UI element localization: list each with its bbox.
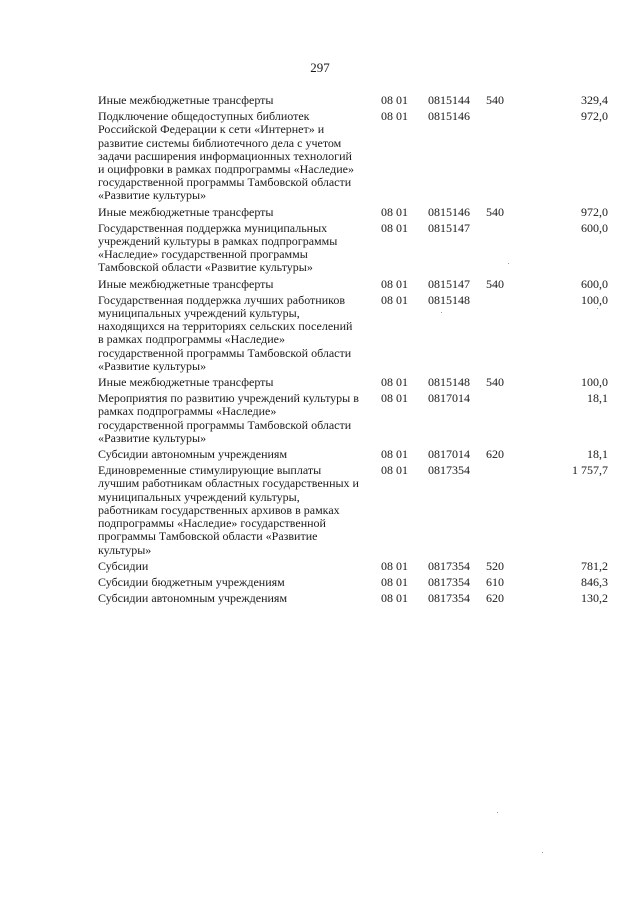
target-article-code: 0817354 <box>428 463 470 478</box>
table-row <box>98 94 608 110</box>
expense-type-code: 520 <box>486 558 504 573</box>
scan-speck <box>441 312 442 313</box>
item-name: Государственная поддержка муниципальных учреждений культуры в рамках подпрограммы «Наследие» государственной программы Тамбовской области «Развитие культуры» <box>98 220 338 275</box>
expense-type-code: 610 <box>486 574 504 589</box>
section-code: 08 01 <box>381 574 408 589</box>
target-article-code: 0817354 <box>428 574 470 589</box>
budget-table <box>98 94 608 608</box>
amount: 600,0 <box>581 276 608 291</box>
item-name: Подключение общедоступных библиотек Российской Федерации к сети «Интернет» и развитие системы библиотечного дела с учетом задачи расширения информационных технологий и оцифровки в рамках подпрограммы «Наследие» государственной программы Тамбовской области «Развитие культуры» <box>98 109 354 203</box>
item-name: Мероприятия по развитию учреждений культуры в рамках подпрограммы «Наследие» государственной программы Тамбовской области «Развитие культуры» <box>98 391 359 445</box>
amount: 18,1 <box>587 391 608 406</box>
expense-type-code: 620 <box>486 447 504 462</box>
section-code: 08 01 <box>381 93 408 107</box>
section-code: 08 01 <box>381 391 408 406</box>
table-row <box>98 294 608 376</box>
section-code: 08 01 <box>381 558 408 573</box>
item-name: Иные межбюджетные трансферты <box>98 375 274 390</box>
target-article-code: 0815146 <box>428 204 470 219</box>
amount: 329,4 <box>581 93 608 107</box>
amount: 781,2 <box>581 558 608 573</box>
section-code: 08 01 <box>381 375 408 390</box>
section-code: 08 01 <box>381 292 408 307</box>
table-row <box>98 278 608 294</box>
target-article-code: 0815148 <box>428 375 470 390</box>
target-article-code: 0817014 <box>428 391 470 406</box>
amount: 18,1 <box>587 447 608 462</box>
amount: 972,0 <box>581 204 608 219</box>
table-row <box>98 560 608 576</box>
section-code: 08 01 <box>381 591 408 606</box>
table-row <box>98 464 608 559</box>
section-code: 08 01 <box>381 204 408 219</box>
expense-type-code <box>486 110 524 205</box>
scan-speck <box>597 308 598 309</box>
table-row <box>98 110 608 205</box>
section-code: 08 01 <box>381 276 408 291</box>
item-name: Иные межбюджетные трансферты <box>98 93 274 107</box>
scan-speck <box>542 852 543 853</box>
expense-type-code: 540 <box>486 93 504 107</box>
target-article-code: 0815146 <box>428 109 470 124</box>
amount: 1 757,7 <box>572 463 608 478</box>
table-row <box>98 592 608 608</box>
item-name: Субсидии автономным учреждениям <box>98 447 288 462</box>
table-row <box>98 376 608 392</box>
budget-table-body <box>98 94 608 608</box>
expense-type-code <box>486 464 524 559</box>
target-article-code: 0815147 <box>428 276 470 291</box>
section-code: 08 01 <box>381 220 408 235</box>
scan-speck <box>508 263 509 264</box>
item-name: Иные межбюджетные трансферты <box>98 276 274 291</box>
amount: 972,0 <box>581 109 608 124</box>
item-name: Субсидии автономным учреждениям <box>98 591 288 606</box>
page-number: 297 <box>310 60 330 75</box>
section-code: 08 01 <box>381 463 408 478</box>
expense-type-code <box>486 294 524 376</box>
table-row <box>98 392 608 448</box>
section-code: 08 01 <box>381 109 408 124</box>
section-code: 08 01 <box>381 447 408 462</box>
item-name: Единовременные стимулирующие выплаты лучшим работникам областных государственных и муниципальных учреждений культуры, работникам государственных архивов в рамках подпрограммы «Наследие» государственной программы Тамбовской области «Развитие культуры» <box>98 463 359 557</box>
table-row <box>98 448 608 464</box>
target-article-code: 0815144 <box>428 93 470 107</box>
item-name: Субсидии <box>98 558 149 573</box>
amount: 130,2 <box>581 591 608 606</box>
expense-type-code: 620 <box>486 591 504 606</box>
item-name: Государственная поддержка лучших работников муниципальных учреждений культуры, находящихся на территориях сельских поселений в рамках подпрограммы «Наследие» государственной программы Тамбовской области «Развитие культуры» <box>98 292 353 373</box>
expense-type-code <box>486 392 524 448</box>
table-row <box>98 222 608 278</box>
amount: 846,3 <box>581 574 608 589</box>
expense-type-code: 540 <box>486 375 504 390</box>
target-article-code: 0817014 <box>428 447 470 462</box>
target-article-code: 0817354 <box>428 558 470 573</box>
amount: 600,0 <box>581 220 608 235</box>
scan-speck <box>497 812 498 813</box>
item-name: Субсидии бюджетным учреждениям <box>98 574 285 589</box>
item-name: Иные межбюджетные трансферты <box>98 204 274 219</box>
expense-type-code: 540 <box>486 276 504 291</box>
table-row <box>98 206 608 222</box>
target-article-code: 0815148 <box>428 292 470 307</box>
target-article-code: 0815147 <box>428 220 470 235</box>
table-row <box>98 576 608 592</box>
expense-type-code: 540 <box>486 204 504 219</box>
expense-type-code <box>486 222 524 278</box>
target-article-code: 0817354 <box>428 591 470 606</box>
amount: 100,0 <box>581 292 608 307</box>
amount: 100,0 <box>581 375 608 390</box>
